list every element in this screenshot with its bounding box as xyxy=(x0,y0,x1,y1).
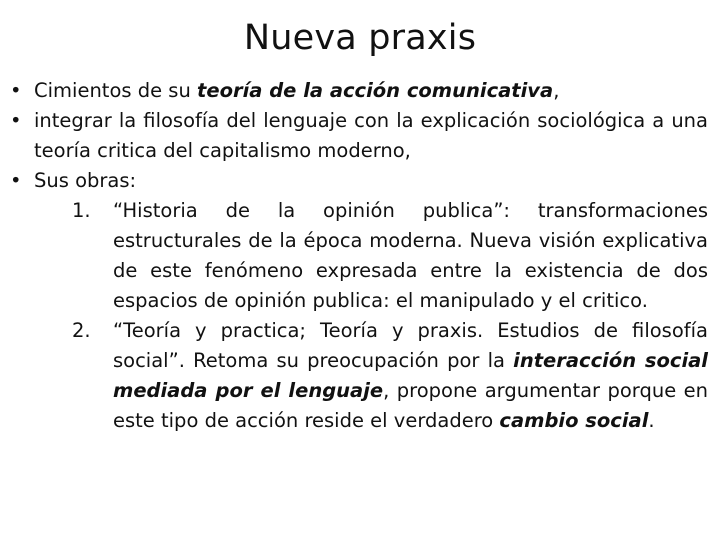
work-text: “Teoría y practica; Teoría y praxis. Estudios de filosofía social”. Retoma su preocupación por la xyxy=(113,319,708,372)
bullet-text: integrar la filosofía del lenguaje con la explicación sociológica a una teoría critica del capitalismo moderno, xyxy=(34,109,708,162)
bullet-item xyxy=(10,166,708,196)
emphasized-text: interacción social mediada por el lenguaje xyxy=(113,349,708,402)
emphasized-text: cambio social xyxy=(499,409,649,432)
bullet-marker: • xyxy=(10,79,22,102)
bullet-marker: • xyxy=(10,169,22,192)
bullet-text: Sus obras: xyxy=(34,169,137,192)
work-text: . xyxy=(648,409,655,432)
list-number: 2. xyxy=(72,319,91,342)
bullet-marker: • xyxy=(10,109,22,132)
work-item xyxy=(10,316,708,436)
slide-content xyxy=(10,76,708,436)
list-number: 1. xyxy=(72,199,91,222)
work-text: , propone argumentar porque en este tipo de acción reside el verdadero xyxy=(113,379,708,432)
work-text: “Historia de la opinión publica”: transformaciones estructurales de la época moderna. Nueva visión explicativa de este fenómeno expresada entre la existencia de dos espacios de opinión publica: el manipulado y el critico. xyxy=(113,199,708,312)
bullet-text: Cimientos de su xyxy=(34,79,198,102)
emphasized-text: teoría de la acción comunicativa xyxy=(197,79,554,102)
bullet-item xyxy=(10,76,708,106)
works-list xyxy=(10,196,708,436)
bullet-item xyxy=(10,106,708,166)
work-item xyxy=(10,196,708,316)
bullet-text: , xyxy=(553,79,560,102)
slide-title: Nueva praxis xyxy=(243,18,477,58)
